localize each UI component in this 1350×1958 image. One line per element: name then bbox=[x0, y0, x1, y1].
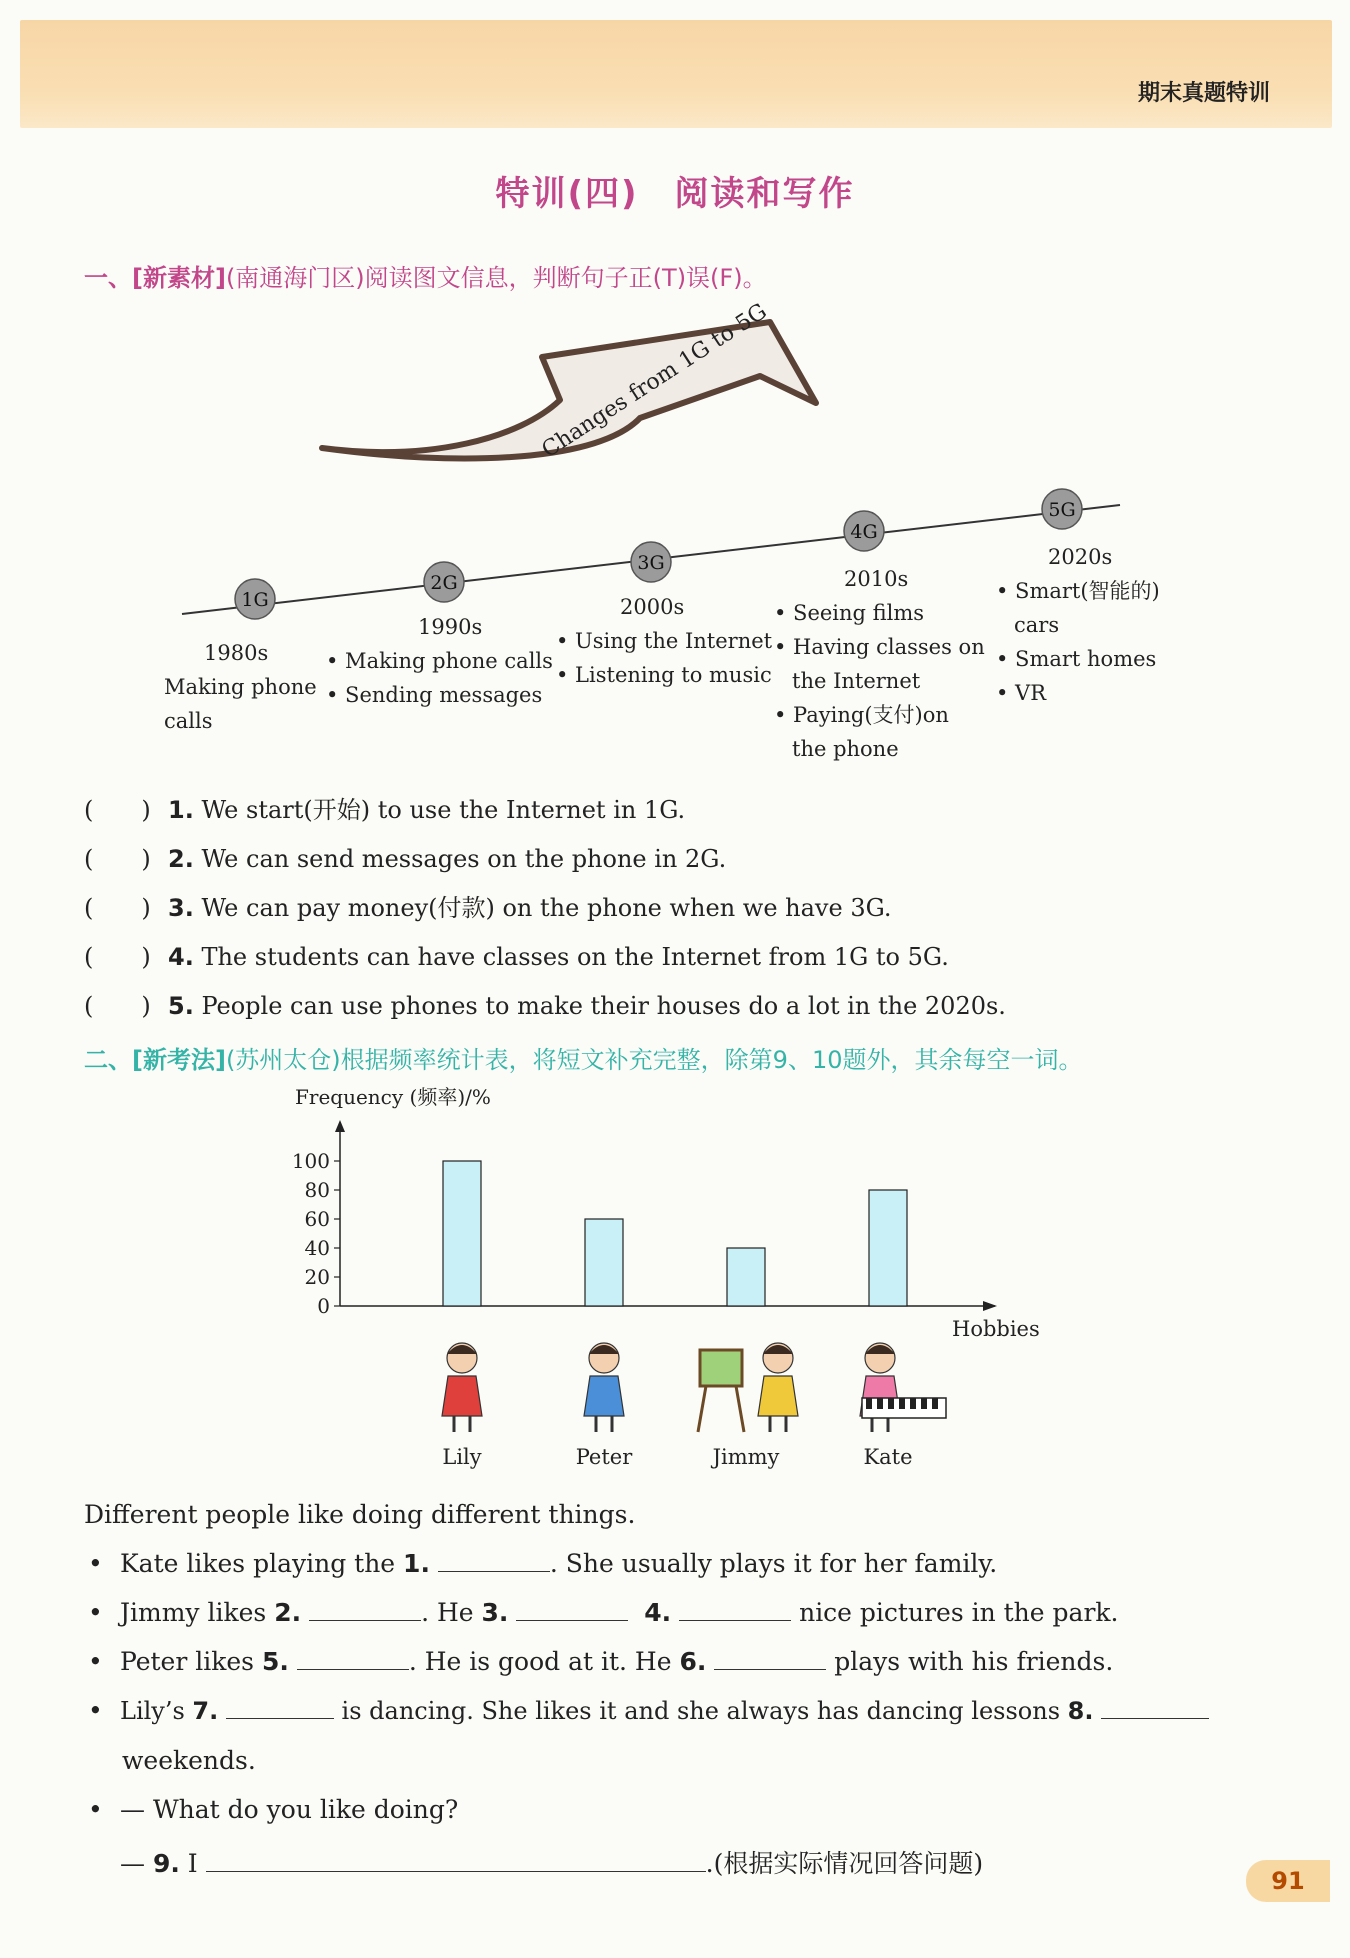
gen-2G-marker bbox=[424, 562, 464, 602]
piano-keys-icon bbox=[862, 1398, 946, 1418]
passage-line-4b: weekends. bbox=[122, 1746, 256, 1775]
gen-4G-details: 2010s • Seeing films • Having classes on the Internet • Paying(支付)on the phone bbox=[774, 567, 985, 761]
blank-1[interactable] bbox=[438, 1549, 550, 1572]
bar-kate bbox=[869, 1190, 907, 1306]
question-1: ( ) 1. We start(开始) to use the Internet in 1G. bbox=[84, 790, 685, 825]
gen-3G-details: 2000s • Using the Internet • Listening to music bbox=[556, 595, 773, 687]
answer-slot-3[interactable]: ( ) bbox=[84, 894, 151, 922]
bar-lily bbox=[443, 1161, 481, 1306]
section2-instruction: 根据频率统计表，将短文补充完整，除第9、10题外，其余每空一词。 bbox=[340, 1046, 1083, 1074]
passage-line-1: Kate likes playing the 1. . She usually plays it for her family. bbox=[120, 1549, 998, 1578]
gen-1G-details: 1980s Making phone calls bbox=[164, 641, 317, 733]
passage-line-3: Peter likes 5. . He is good at it. He 6. plays with his friends. bbox=[120, 1647, 1114, 1676]
section2-source: (苏州太仓) bbox=[225, 1046, 341, 1074]
y-tick-label: 0 bbox=[317, 1294, 330, 1318]
x-axis-label: Hobbies bbox=[952, 1317, 1040, 1341]
svg-text:5G: 5G bbox=[1048, 499, 1076, 521]
gen-4G-marker bbox=[844, 511, 884, 551]
section1-instruction: 阅读图文信息，判断句子正(T)误(F)。 bbox=[364, 264, 767, 292]
svg-text:4G: 4G bbox=[850, 521, 878, 543]
bullet: • bbox=[88, 1795, 103, 1824]
svg-text:2G: 2G bbox=[430, 572, 458, 594]
y-tick-label: 100 bbox=[291, 1149, 330, 1173]
easel-leg bbox=[736, 1386, 744, 1432]
blank-4[interactable] bbox=[679, 1598, 791, 1621]
gen-5G-details: 2020s • Smart(智能的) cars • Smart homes • VR bbox=[996, 545, 1160, 705]
y-tick-label: 40 bbox=[304, 1236, 330, 1260]
question-5: ( ) 5. People can use phones to make their houses do a lot in the 2020s. bbox=[84, 986, 1006, 1021]
bullet: • bbox=[88, 1696, 103, 1725]
gen-1G-marker bbox=[235, 579, 275, 619]
category-label-jimmy: Jimmy bbox=[712, 1445, 780, 1469]
jimmy-drawing-illustration bbox=[758, 1343, 798, 1432]
lily-dancing-illustration bbox=[442, 1343, 482, 1432]
blank-5[interactable] bbox=[297, 1647, 409, 1670]
blank-7[interactable] bbox=[226, 1696, 334, 1719]
question-2: ( ) 2. We can send messages on the phone in 2G. bbox=[84, 839, 726, 874]
passage-line-6: — 9. I .(根据实际情况回答问题) bbox=[120, 1849, 984, 1878]
header-label: 期末真题特训 bbox=[1137, 81, 1270, 106]
easel-leg bbox=[698, 1386, 706, 1432]
gen-3G-marker bbox=[631, 542, 671, 582]
blank-2[interactable] bbox=[309, 1598, 421, 1621]
easel-icon bbox=[700, 1350, 742, 1386]
passage-line-5: — What do you like doing? bbox=[120, 1795, 459, 1824]
y-axis-arrow bbox=[335, 1120, 345, 1132]
arrow-text: Changes from 1G to 5G bbox=[537, 299, 772, 464]
section1-source: (南通海门区) bbox=[225, 264, 365, 292]
svg-text:3G: 3G bbox=[637, 552, 665, 574]
gen-2G-details: 1990s • Making phone calls • Sending messages bbox=[326, 615, 553, 707]
blank-3[interactable] bbox=[516, 1598, 628, 1621]
x-axis-arrow bbox=[983, 1301, 997, 1311]
bar-jimmy bbox=[727, 1248, 765, 1306]
blank-8[interactable] bbox=[1101, 1696, 1209, 1719]
svg-text:1G: 1G bbox=[241, 589, 269, 611]
answer-slot-5[interactable]: ( ) bbox=[84, 992, 151, 1020]
answer-slot-2[interactable]: ( ) bbox=[84, 845, 151, 873]
y-axis-label: Frequency (频率)/% bbox=[295, 1085, 491, 1109]
blank-9[interactable] bbox=[206, 1849, 706, 1872]
y-tick-label: 80 bbox=[304, 1178, 330, 1202]
bar-peter bbox=[585, 1219, 623, 1306]
page-number: 91 bbox=[1246, 1860, 1330, 1902]
peter-skating-illustration bbox=[584, 1343, 624, 1432]
bullet: • bbox=[88, 1598, 103, 1627]
gen-5G-marker bbox=[1042, 489, 1082, 529]
bullet: • bbox=[88, 1647, 103, 1676]
blank-6[interactable] bbox=[714, 1647, 826, 1670]
passage-line-4: Lily’s 7. is dancing. She likes it and she always has dancing lessons 8. bbox=[120, 1696, 1209, 1725]
passage-line-2: Jimmy likes 2. . He 3. 4. nice pictures in the park. bbox=[120, 1598, 1119, 1627]
section1-tag: 一、[新素材] bbox=[84, 264, 226, 292]
y-tick-label: 60 bbox=[304, 1207, 330, 1231]
category-label-lily: Lily bbox=[442, 1445, 482, 1469]
section2-heading bbox=[84, 1040, 1082, 1075]
bullet: • bbox=[88, 1549, 103, 1578]
answer-slot-4[interactable]: ( ) bbox=[84, 943, 151, 971]
answer-slot-1[interactable]: ( ) bbox=[84, 796, 151, 824]
y-tick-label: 20 bbox=[304, 1265, 330, 1289]
passage-intro: Different people like doing different things. bbox=[84, 1500, 636, 1529]
frequency-chart bbox=[0, 1080, 1100, 1480]
question-4: ( ) 4. The students can have classes on the Internet from 1G to 5G. bbox=[84, 937, 949, 972]
category-label-kate: Kate bbox=[863, 1445, 913, 1469]
page-title: 特训(四) 阅读和写作 bbox=[495, 174, 855, 214]
category-label-peter: Peter bbox=[575, 1445, 633, 1469]
question-3: ( ) 3. We can pay money(付款) on the phone when we have 3G. bbox=[84, 888, 892, 923]
section2-tag: 二、[新考法] bbox=[84, 1046, 226, 1074]
